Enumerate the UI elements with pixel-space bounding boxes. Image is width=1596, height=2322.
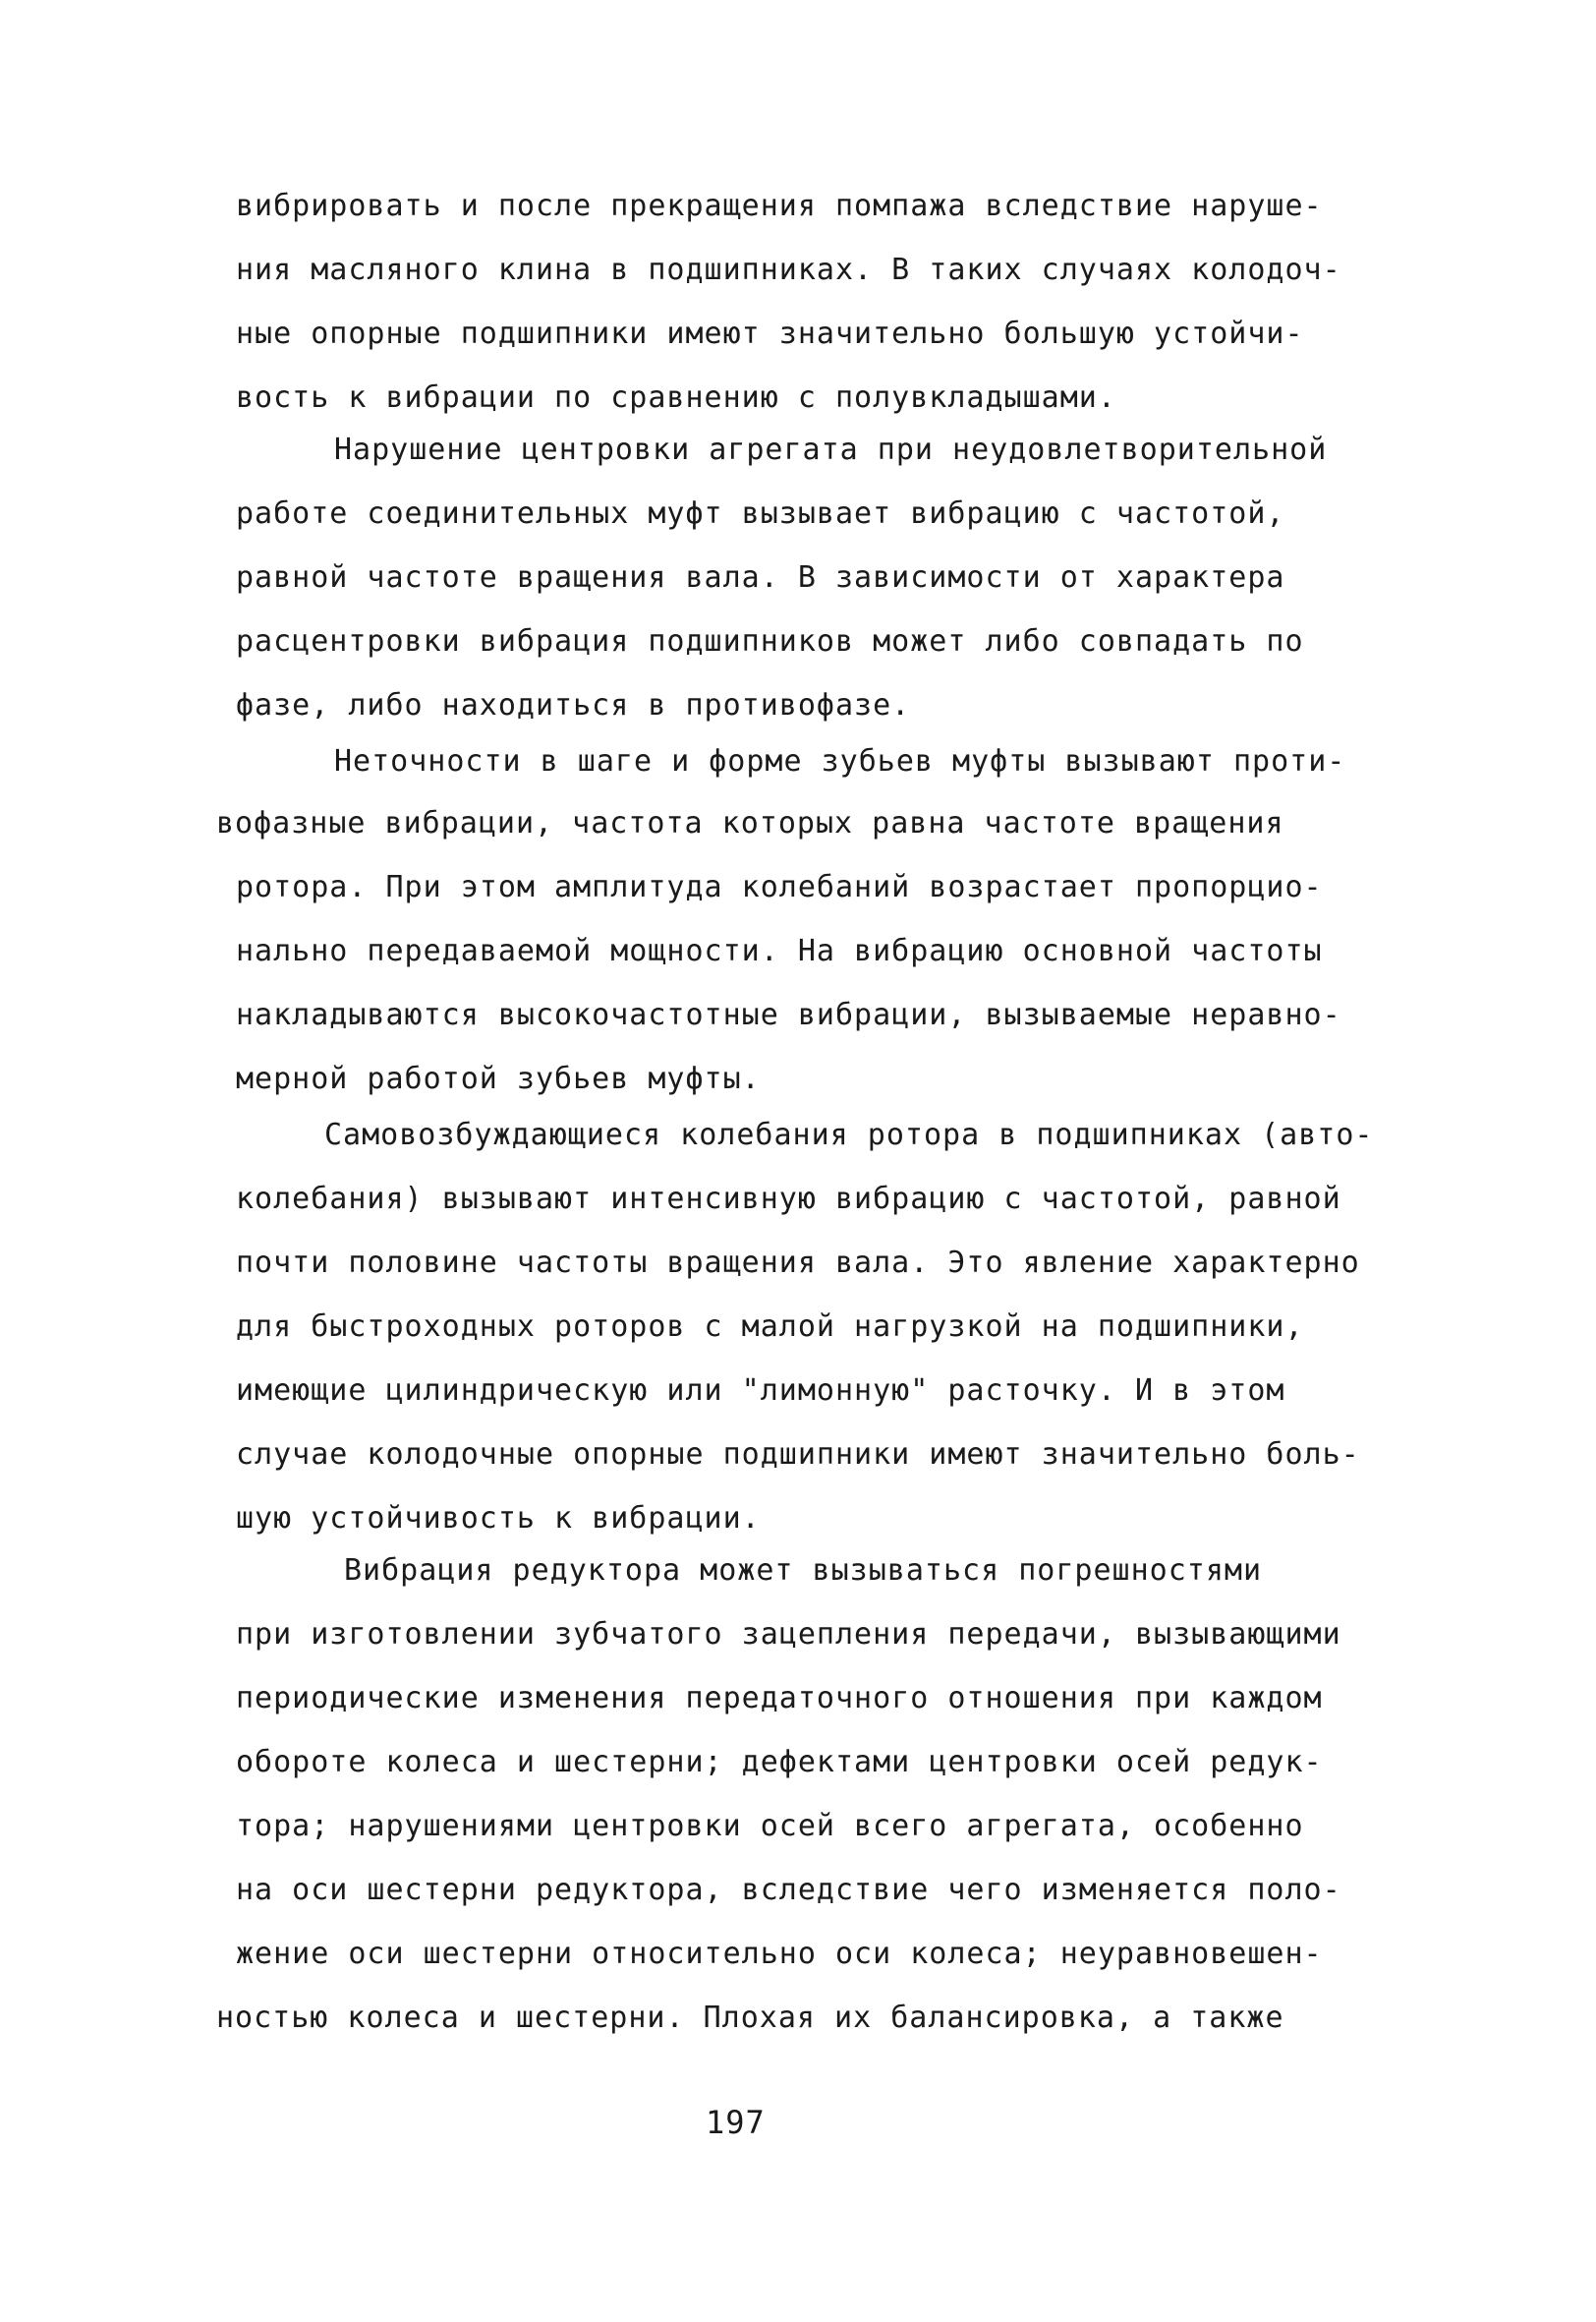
text-line: нально передаваемой мощности. На вибрацию основной частоты — [236, 934, 1323, 968]
text-line: на оси шестерни редуктора, вследствие чего изменяется поло- — [236, 1873, 1341, 1907]
text-line: Неточности в шаге и форме зубьев муфты вызывают проти- — [334, 744, 1346, 779]
text-line: вость к вибрации по сравнению с полувкладышами. — [236, 380, 1116, 415]
text-line: жение оси шестерни относительно оси колеса; неуравновешен- — [236, 1937, 1323, 1971]
text-line: ния масляного клина в подшипниках. В таких случаях колодоч- — [236, 253, 1341, 287]
text-line: почти половине частоты вращения вала. Это явление характерно — [236, 1246, 1360, 1280]
text-line: вибрировать и после прекращения помпажа вследствие наруше- — [236, 189, 1323, 223]
text-line: периодические изменения передаточного отношения при каждом — [236, 1681, 1323, 1715]
text-line: для быстроходных роторов с малой нагрузкой на подшипники, — [236, 1309, 1304, 1344]
text-line: расцентровки вибрация подшипников может либо совпадать по — [236, 624, 1304, 659]
text-line: Вибрация редуктора может вызываться погрешностями — [344, 1553, 1263, 1588]
text-line: шую устойчивость к вибрации. — [236, 1501, 761, 1536]
text-line: ротора. При этом амплитуда колебаний возрастает пропорцио- — [236, 870, 1323, 904]
page-number: 197 — [706, 2104, 766, 2141]
text-line: Самовозбуждающиеся колебания ротора в подшипниках (авто- — [324, 1118, 1374, 1152]
text-line: колебания) вызывают интенсивную вибрацию с частотой, равной — [236, 1182, 1341, 1216]
text-line: ностью колеса и шестерни. Плохая их балансировка, а также — [216, 2001, 1284, 2035]
text-line: тора; нарушениями центровки осей всего агрегата, особенно — [236, 1809, 1304, 1843]
text-line: накладываются высокочастотные вибрации, вызываемые неравно- — [236, 998, 1341, 1032]
text-line: случае колодочные опорные подшипники имеют значительно боль- — [236, 1437, 1360, 1472]
text-line: обороте колеса и шестерни; дефектами центровки осей редук- — [236, 1745, 1323, 1779]
text-line: вофазные вибрации, частота которых равна частоте вращения — [216, 806, 1284, 841]
text-line: Нарушение центровки агрегата при неудовлетворительной — [334, 433, 1328, 467]
text-line: имеющие цилиндрическую или "лимонную" расточку. И в этом — [236, 1373, 1285, 1408]
text-line: мерной работой зубьев муфты. — [236, 1062, 761, 1096]
text-line: фазе, либо находиться в противофазе. — [236, 688, 911, 723]
text-line: работе соединительных муфт вызывает вибрацию с частотой, — [236, 496, 1285, 531]
text-line: равной частоте вращения вала. В зависимости от характера — [236, 560, 1285, 595]
text-line: ные опорные подшипники имеют значительно большую устойчи- — [236, 317, 1304, 351]
text-line: при изготовлении зубчатого зацепления передачи, вызывающими — [236, 1617, 1341, 1652]
